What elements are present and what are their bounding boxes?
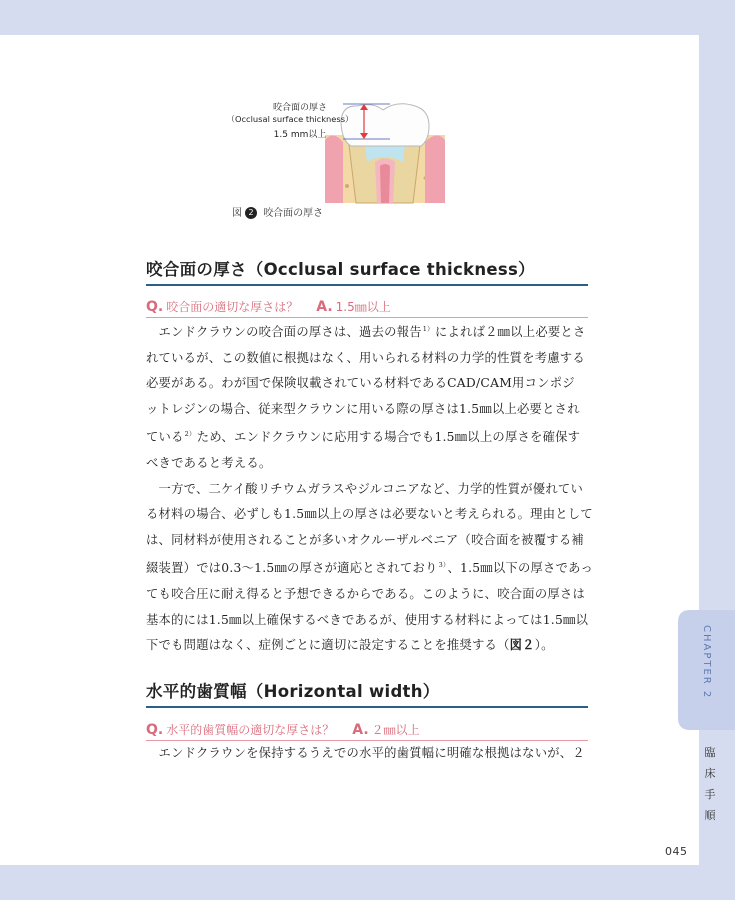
section2-body <box>146 741 588 767</box>
section-label: 臨 床 手 順 <box>704 746 716 822</box>
body-line: べきであると考える。 <box>146 455 272 470</box>
figure-caption-text: 咬合面の厚さ <box>263 208 324 219</box>
body-line: ットレジンの場合、従来型クラウンに用いる際の厚さは1.5㎜以上必要とされ <box>146 401 580 416</box>
figure-label-title: 咬合面の厚さ <box>272 103 327 113</box>
figure-caption-number: 2 <box>245 207 257 219</box>
answer-text: 1.5㎜以上 <box>335 300 391 314</box>
reference-1: 1） <box>422 325 434 333</box>
section-heading-horizontal: 水平的歯質幅（Horizontal width） <box>146 678 588 708</box>
question-text: 咬合面の適切な厚さは？ <box>166 300 299 314</box>
body-line: 綴装置）では0.3～1.5㎜の厚さが適応とされており$^{3)}$、1.5㎜以下の厚さであっ <box>146 561 594 576</box>
tooth-figure <box>225 100 455 205</box>
body-line: 基本的には1.5㎜以上確保するべきであるが、使用する材料によっては1.5㎜以 <box>146 612 589 627</box>
page-number: 045 <box>665 845 688 858</box>
section1-body <box>146 317 594 659</box>
body-line: 必要がある。わが国で保険収載されている材料であるCAD/CAM用コンポジ <box>146 376 575 391</box>
figure-label-value: 1.5 mm以上 <box>273 130 327 140</box>
chapter-label: CHAPTER 2 <box>701 625 712 700</box>
body-line: エンドクラウンを保持するうえでの水平的歯質幅に明確な根拠はないが、２ <box>146 746 585 760</box>
body-line: れているが、この数値に根拠はなく、用いられる材料の力学的性質を考慮する <box>146 350 585 365</box>
answer-mark: A. <box>316 299 333 315</box>
reference-3: 3） <box>438 561 447 570</box>
qa-horizontal <box>146 721 588 741</box>
body-line: 一方で、二ケイ酸リチウムガラスやジルコニアなど、力学的性質が優れてい <box>146 481 583 496</box>
question-mark: Q. <box>146 299 164 315</box>
body-line: 下でも問題はなく、症例ごとに適切に設定することを推奨する（図２）。 <box>146 638 554 653</box>
figure-caption <box>232 204 323 219</box>
figure-label-english: （Occlusal surface thickness） <box>226 114 354 124</box>
gingiva-right <box>425 135 445 203</box>
body-line: ている$^{2)}$ため、エンドクラウンに応用する場合でも1.5㎜以上の厚さを確保す <box>146 430 581 445</box>
reference-2: 2） <box>184 430 196 439</box>
body-line: る材料の場合、必ずしも1.5㎜以上の厚さは必要ないと考えられる。理由として <box>146 507 593 522</box>
gingiva-left <box>325 135 343 203</box>
figure-reference: 図２ <box>509 638 535 653</box>
question-mark: Q. <box>146 722 164 738</box>
answer-text: ２㎜以上 <box>371 723 420 737</box>
answer-mark: A. <box>352 722 369 738</box>
figure-caption-prefix: 図 <box>232 208 242 219</box>
body-line: ても咬合圧に耐え得ると予想できるからである。このように、咬合面の厚さは <box>146 586 586 601</box>
body-line: は、同材料が使用されることが多いオクルーザルベニア（咬合面を被覆する補 <box>146 532 584 547</box>
question-text: 水平的歯質幅の適切な厚さは？ <box>166 723 335 737</box>
section-heading-occlusal: 咬合面の厚さ（Occlusal surface thickness） <box>146 256 588 286</box>
body-line: エンドクラウンの咬合面の厚さは、過去の報告$^{1)}$によれば２㎜以上必要とさ <box>146 325 586 339</box>
qa-occlusal <box>146 298 588 318</box>
